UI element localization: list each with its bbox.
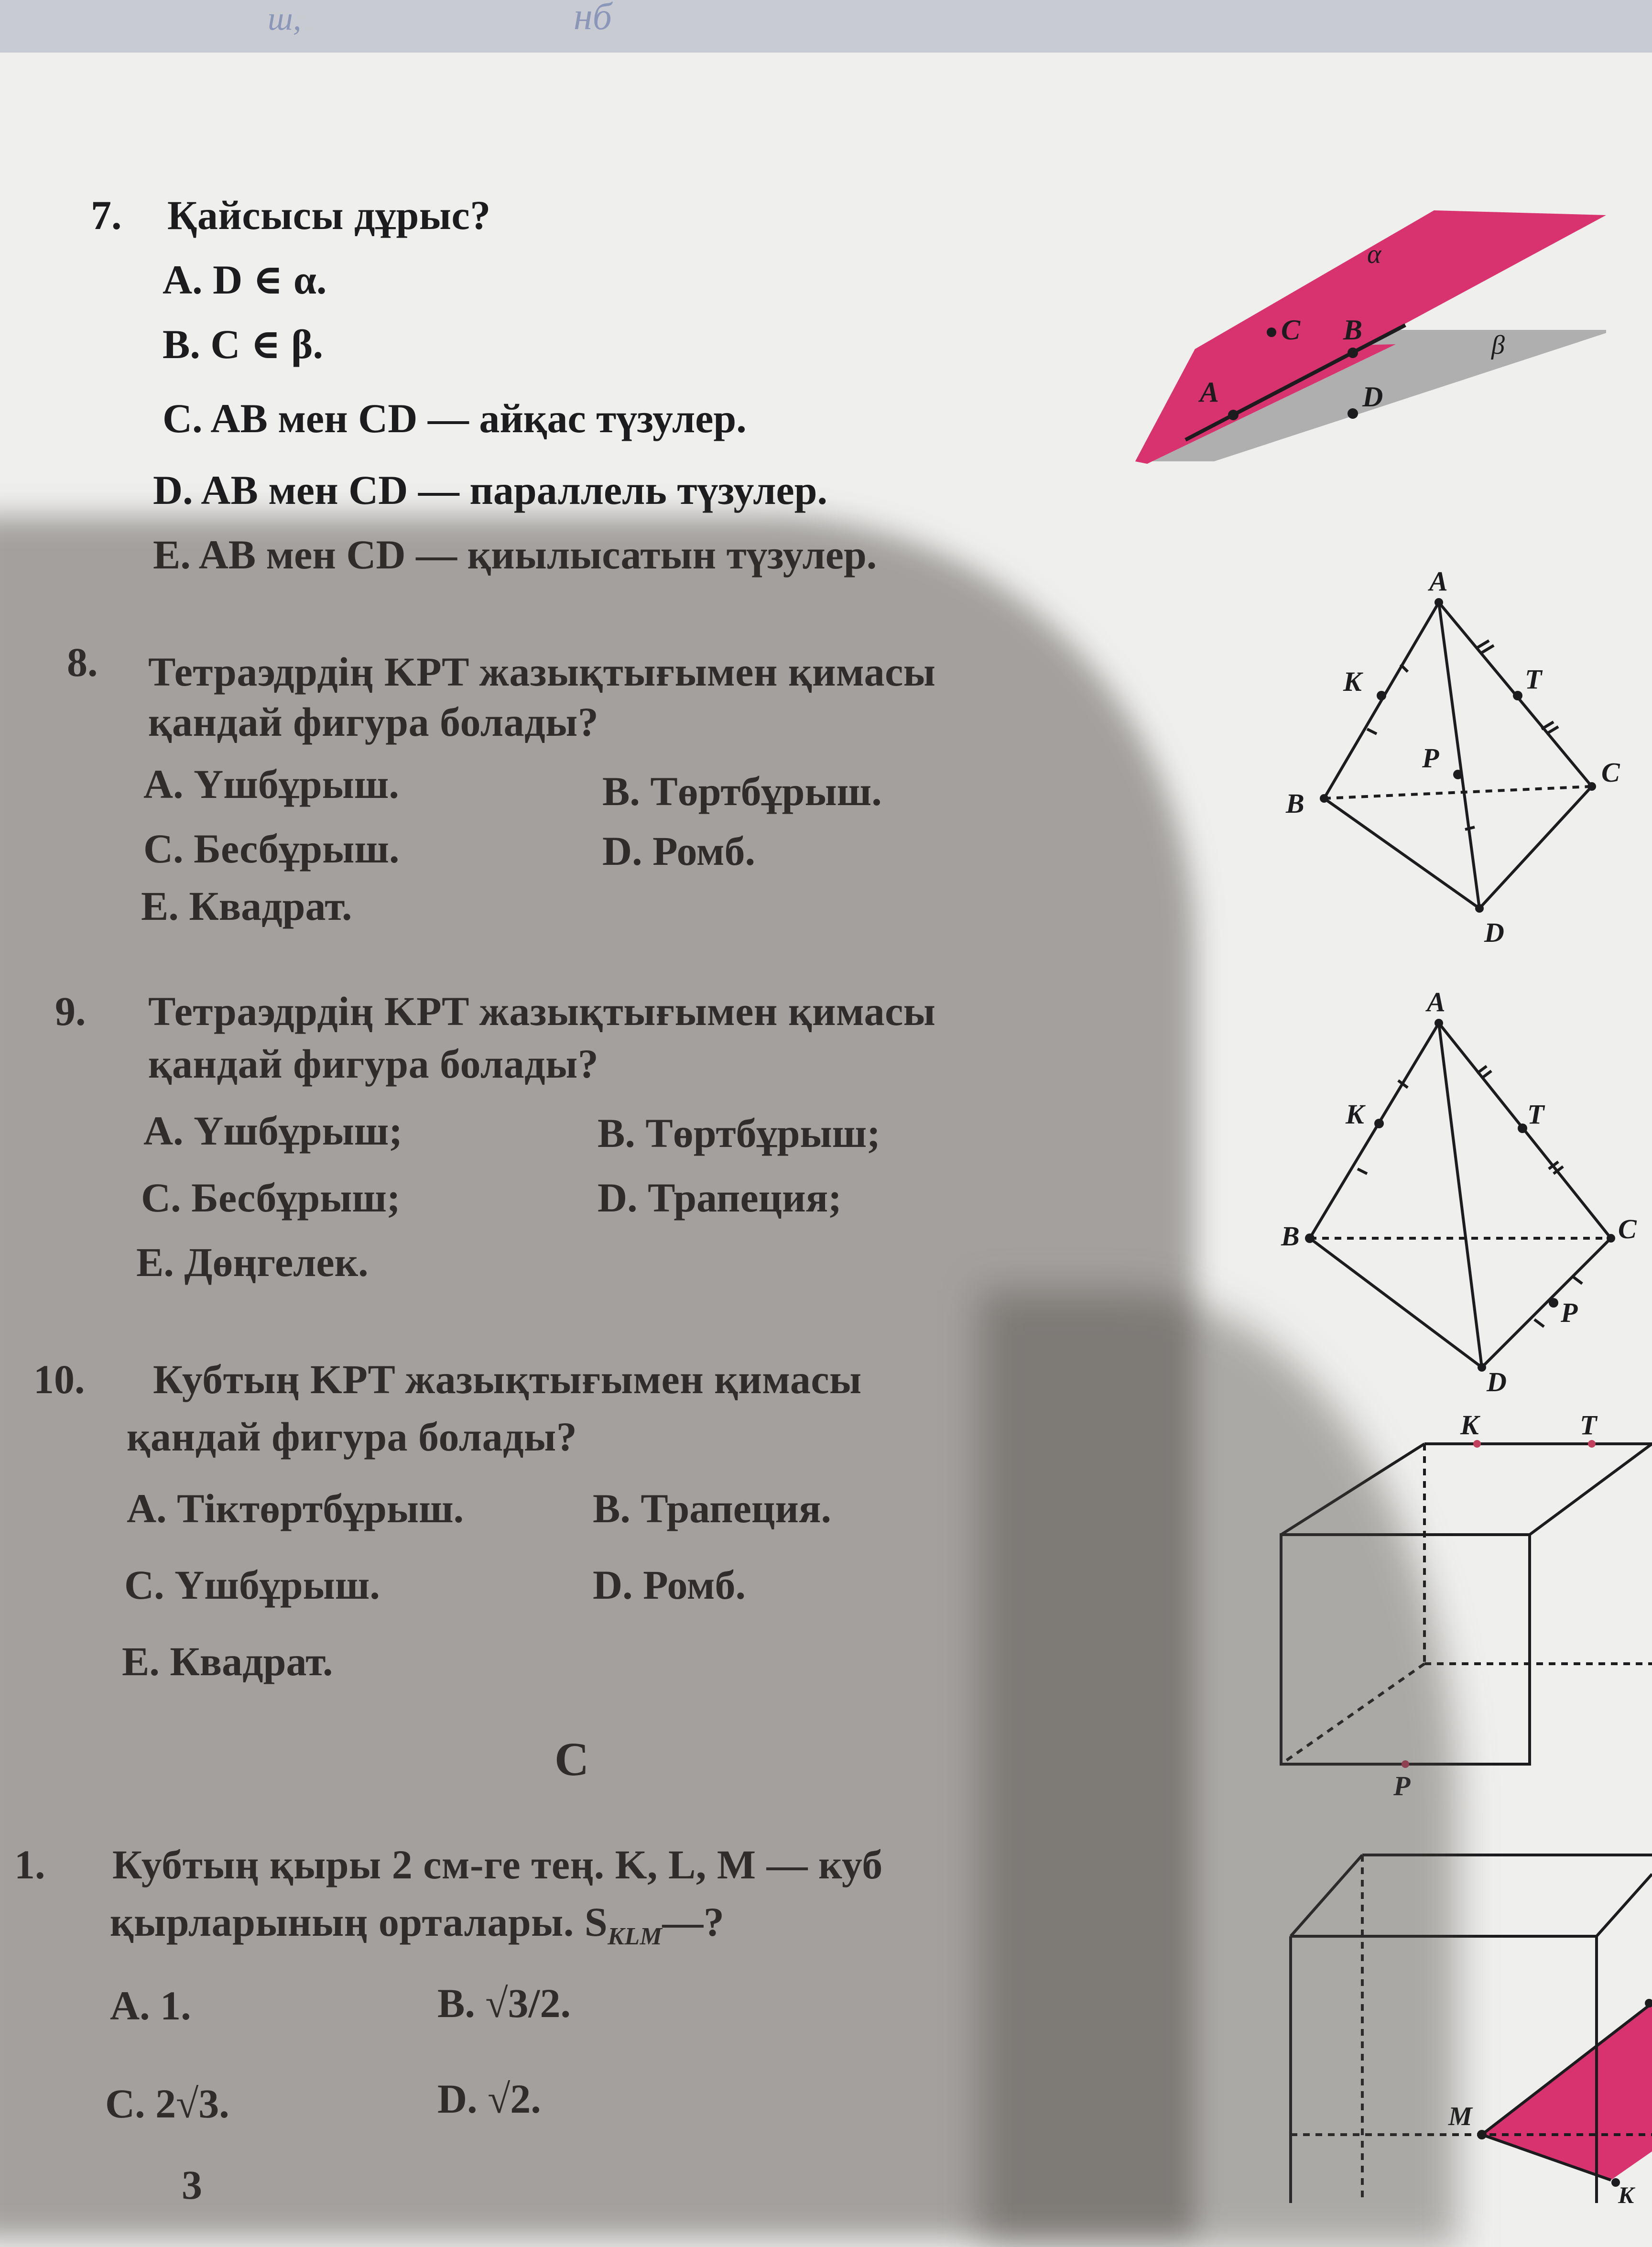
- q8-option-b: B. Төртбұрыш.: [602, 768, 882, 814]
- q7-option-d: D. AB мен CD — параллель түзулер.: [153, 467, 827, 513]
- scribble-mark: ш,: [268, 0, 302, 37]
- q8-option-e: E. Квадрат.: [141, 883, 352, 929]
- q10-question-line1: Кубтың KPT жазықтығымен қимасы: [153, 1356, 862, 1402]
- q8-tetrahedron-figure: [1262, 564, 1644, 956]
- label-t: T: [1525, 664, 1542, 695]
- c1-option-a: A. 1.: [110, 1983, 191, 2029]
- scribble-mark: нб: [574, 0, 612, 38]
- q7-question: Қайсысы дұрыс?: [167, 192, 491, 238]
- q8-option-a: A. Үшбұрыш.: [143, 761, 399, 807]
- q7-option-c: C. AB мен CD — айқас түзулер.: [163, 395, 747, 441]
- q9-option-a: A. Үшбұрыш;: [143, 1108, 403, 1154]
- q9-number: 9.: [55, 988, 86, 1034]
- q8-question-line1: Тетраэдрдің KPT жазықтығымен қимасы: [148, 649, 936, 695]
- c1-question-end: —?: [662, 1899, 725, 1945]
- label-t: T: [1580, 1409, 1597, 1440]
- label-k: K: [1618, 2182, 1634, 2203]
- q8-number: 8.: [67, 639, 98, 685]
- c1-option-b: B. √3/2.: [437, 1980, 571, 2026]
- label-c: C: [1618, 1213, 1637, 1244]
- label-p: P: [1393, 1770, 1411, 1801]
- q10-question-line2: қандай фигура болады?: [127, 1414, 577, 1460]
- c1-number: 1.: [14, 1842, 45, 1887]
- q10-number: 10.: [33, 1356, 85, 1402]
- q8-option-c: C. Бесбұрыш.: [143, 826, 400, 872]
- label-alpha: α: [1367, 240, 1381, 269]
- q8-question-line2: қандай фигура болады?: [148, 699, 599, 745]
- q7-option-a: A. D ∈ α.: [163, 257, 327, 303]
- section-triangle: [1482, 2003, 1652, 2180]
- q7-option-b: B. C ∈ β.: [163, 321, 323, 367]
- label-a: A: [1200, 376, 1219, 408]
- c1-question-text: қырларының орталары. S: [110, 1899, 608, 1945]
- section-title: C: [554, 1733, 589, 1786]
- q9-tetrahedron-figure: [1262, 985, 1644, 1406]
- q9-option-d: D. Трапеция;: [598, 1175, 842, 1221]
- q7-number: 7.: [91, 192, 122, 238]
- label-d: D: [1484, 917, 1504, 948]
- label-beta: β: [1491, 330, 1505, 360]
- label-d: D: [1362, 381, 1383, 413]
- label-p: P: [1561, 1297, 1578, 1328]
- q9-question-line2: қандай фигура болады?: [148, 1041, 599, 1087]
- label-a: A: [1427, 986, 1446, 1017]
- q9-option-b: B. Төртбұрыш;: [598, 1110, 880, 1156]
- label-m: M: [1448, 2102, 1472, 2131]
- label-t: T: [1527, 1099, 1544, 1130]
- label-d: D: [1487, 1366, 1507, 1397]
- q10-option-c: C. Үшбұрыш.: [124, 1562, 380, 1608]
- c1-question-line1: Кубтың қыры 2 см-ге тең. K, L, M — куб: [112, 1842, 883, 1887]
- q9-question-line1: Тетраэдрдің KPT жазықтығымен қимасы: [148, 988, 936, 1034]
- label-b: B: [1286, 788, 1304, 819]
- q10-option-a: A. Тіктөртбұрыш.: [127, 1485, 464, 1531]
- c1-option-d: D. √2.: [437, 2076, 541, 2122]
- q10-option-d: D. Ромб.: [593, 1562, 746, 1608]
- label-c: C: [1601, 757, 1620, 788]
- label-b: B: [1281, 1221, 1300, 1252]
- label-k: K: [1346, 1099, 1364, 1130]
- q10-option-e: E. Квадрат.: [122, 1638, 333, 1684]
- next-item-number: 3: [182, 2162, 202, 2208]
- q8-option-d: D. Ромб.: [602, 828, 755, 874]
- label-k: K: [1343, 666, 1362, 697]
- label-p: P: [1422, 742, 1439, 774]
- label-a: A: [1429, 566, 1448, 597]
- q9-option-e: E. Дөңгелек.: [136, 1239, 369, 1285]
- c1-option-c: C. 2√3.: [105, 2081, 229, 2127]
- q7-planes-figure: [1128, 201, 1606, 478]
- q9-option-c: C. Бесбұрыш;: [141, 1175, 401, 1221]
- label-k: K: [1460, 1409, 1479, 1440]
- q7-option-e: E. AB мен CD — қиылысатын түзулер.: [153, 532, 877, 578]
- label-c: C: [1281, 314, 1301, 346]
- c1-subscript: KLM: [608, 1923, 663, 1951]
- label-b: B: [1343, 314, 1363, 346]
- q10-option-b: B. Трапеция.: [593, 1485, 831, 1531]
